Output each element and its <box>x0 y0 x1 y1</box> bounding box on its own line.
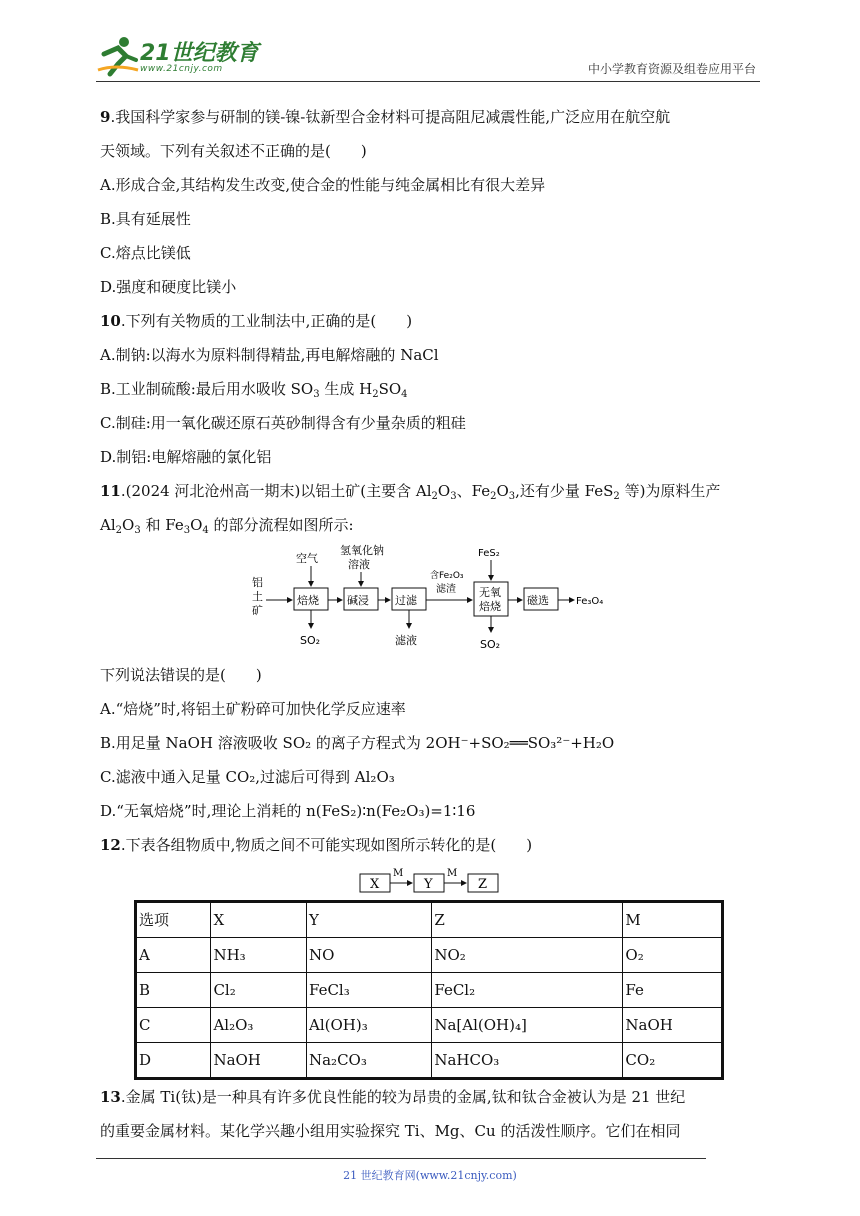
q10-option-a: A.制钠:以海水为原料制得精盐,再电解熔融的 NaCl <box>100 346 439 364</box>
runner-logo-icon <box>96 34 140 78</box>
question-number: 12 <box>100 836 121 854</box>
table-cell: D <box>136 1043 211 1079</box>
output-filtrate-label: 滤液 <box>395 634 417 647</box>
flow-feed-3: 矿 <box>252 604 263 617</box>
table-cell: Na[Al(OH)₄] <box>432 1008 623 1043</box>
table-row <box>136 1008 723 1043</box>
table-cell: NH₃ <box>211 938 307 973</box>
q13-line1 <box>100 1080 764 1114</box>
table-cell: Fe <box>623 973 723 1008</box>
question-number: 13 <box>100 1088 121 1106</box>
q9-option-c: C.熔点比镁低 <box>100 244 191 262</box>
input-naoh-label-1: 氢氧化钠 <box>340 544 384 557</box>
q11-stem-a: .(2024 河北沧州高一期末)以铝土矿(主要含 Al <box>120 482 432 500</box>
footer-text: 21 世纪教育网(www.21cnjy.com) <box>343 1169 517 1182</box>
q11-stem-line2: $Al_2O_3$ 和 $Fe_3O_4$ 的部分流程如图所示: <box>100 516 354 536</box>
question-content <box>100 100 764 1148</box>
q11-s2b: O <box>122 516 135 534</box>
step-leach-label: 碱浸 <box>347 594 369 607</box>
table-cell: Na₂CO₃ <box>306 1043 431 1079</box>
table-cell: NaHCO₃ <box>432 1043 623 1079</box>
table-cell: O₂ <box>623 938 723 973</box>
question-number: 11 <box>100 482 121 500</box>
table-cell: CO₂ <box>623 1043 723 1079</box>
q11-s2e: 的部分流程如图所示: <box>208 516 354 534</box>
table-header-cell: 选项 <box>136 902 211 938</box>
table-cell: FeCl₂ <box>432 973 623 1008</box>
table-header-cell: M <box>623 902 723 938</box>
q11-stem-e: ,还有少量 FeS <box>515 482 614 500</box>
q11-stem-c: 、Fe <box>456 482 491 500</box>
q11-stem-line1: 11.(2024 河北沧州高一期末)以铝土矿(主要含 $Al_2O_3$、$Fe_2O_3$,还有少量 FeS$_2$ 等)为原料生产 <box>100 482 721 502</box>
question-number: 10 <box>100 312 121 330</box>
platform-name: 中小学教育资源及组卷应用平台 <box>587 62 756 76</box>
q10-b-text: B.工业制硫酸:最后用水吸收 SO <box>100 380 314 398</box>
q9-option-b: B.具有延展性 <box>100 210 191 228</box>
q10-option-b: B.工业制硫酸:最后用水吸收 $SO_3$ 生成 $H_2SO_4$ <box>100 380 408 400</box>
step-roast-label: 焙烧 <box>297 594 319 607</box>
conversion-chain-diagram <box>100 862 764 896</box>
q11-ask: 下列说法错误的是( ) <box>100 666 262 684</box>
table-row <box>136 1043 723 1079</box>
chain-m-2: M <box>447 868 458 879</box>
table-cell: NaOH <box>211 1043 307 1079</box>
input-naoh-label-2: 溶液 <box>348 558 370 571</box>
table-cell: FeCl₃ <box>306 973 431 1008</box>
table-header-cell: Y <box>306 902 431 938</box>
q10-stem <box>100 304 764 338</box>
q11-option-c: C.滤液中通入足量 CO₂,过滤后可得到 Al₂O₃ <box>100 768 395 786</box>
table-row <box>136 973 723 1008</box>
q11-s2c: 和 Fe <box>140 516 184 534</box>
step-magnetic-label: 磁选 <box>527 594 549 607</box>
logo-text: 21世纪教育 <box>140 41 259 66</box>
q11-option-b: B.用足量 NaOH 溶液吸收 SO₂ 的离子方程式为 2OH⁻+SO₂══SO₃²⁻+H₂O <box>100 734 615 752</box>
options-table <box>134 900 724 1080</box>
table-header-cell: Z <box>432 902 623 938</box>
q12-stem <box>100 828 764 862</box>
q11-s2a: Al <box>100 516 116 534</box>
q10-b-text3: SO <box>378 380 402 398</box>
q10-option-c: C.制硅:用一氧化碳还原石英砂制得含有少量杂质的粗硅 <box>100 414 466 432</box>
step-anaerobic-label-2: 焙烧 <box>479 600 501 613</box>
q9-stem-line2: 天领域。下列有关叙述不正确的是( ) <box>100 142 367 160</box>
flow-feed: 铝 <box>252 576 263 589</box>
table-cell: NO <box>306 938 431 973</box>
table-cell: A <box>136 938 211 973</box>
chain-m-1: M <box>393 868 404 879</box>
step-anaerobic-label-1: 无氧 <box>479 586 501 599</box>
process-flow-diagram <box>100 542 764 658</box>
q9-stem-line1 <box>100 100 764 134</box>
page-header <box>96 30 760 82</box>
q13-line2: 的重要金属材料。某化学兴趣小组用实验探究 Ti、Mg、Cu 的活泼性顺序。它们在相同 <box>100 1122 681 1140</box>
q10-option-d: D.制铝:电解熔融的氯化铝 <box>100 448 272 466</box>
q11-s2d: O <box>190 516 203 534</box>
q10-b-text2: 生成 H <box>319 380 373 398</box>
logo-url: www.21cnjy.com <box>140 64 223 74</box>
flow-feed-2: 土 <box>252 590 263 603</box>
q13-text1: .金属 Ti(钛)是一种具有许多优良性能的较为昂贵的金属,钛和钛合金被认为是 21 世纪 <box>120 1088 686 1106</box>
output-so2-label-2: SO₂ <box>480 638 501 651</box>
site-logo <box>96 34 266 78</box>
footer-rule <box>96 1158 706 1159</box>
q11-stem-b: O <box>437 482 451 500</box>
chain-y: Y <box>424 877 433 892</box>
table-cell: Al₂O₃ <box>211 1008 307 1043</box>
q12-stem-text: .下表各组物质中,物质之间不可能实现如图所示转化的是( ) <box>120 836 533 854</box>
q11-option-a: A.“焙烧”时,将铝土矿粉碎可加快化学反应速率 <box>100 700 406 718</box>
input-air-label: 空气 <box>296 552 318 565</box>
chain-z: Z <box>478 877 488 892</box>
q9-option-a: A.形成合金,其结构发生改变,使合金的性能与纯金属相比有很大差异 <box>100 176 546 194</box>
chain-x: X <box>370 877 380 892</box>
output-so2-label-1: SO₂ <box>300 634 321 647</box>
q11-stem-f: 等)为原料生产 <box>619 482 721 500</box>
table-cell: NO₂ <box>432 938 623 973</box>
question-number: 9 <box>100 108 111 126</box>
q11-option-d: D.“无氧焙烧”时,理论上消耗的 n(FeS₂)∶n(Fe₂O₃)=1∶16 <box>100 802 476 820</box>
table-header-cell: X <box>211 902 307 938</box>
q11-stem-d: O <box>496 482 509 500</box>
residue-label-2: 滤渣 <box>436 584 456 595</box>
table-header-row <box>136 902 723 938</box>
q9-option-d: D.强度和硬度比镁小 <box>100 278 237 296</box>
table-cell: Al(OH)₃ <box>306 1008 431 1043</box>
q9-stem-text: .我国科学家参与研制的镁-镍-钛新型合金材料可提高阻尼减震性能,广泛应用在航空航 <box>110 108 671 126</box>
step-filter-label: 过滤 <box>395 594 417 607</box>
table-cell: B <box>136 973 211 1008</box>
input-fes2-label: FeS₂ <box>478 548 500 559</box>
table-cell: Cl₂ <box>211 973 307 1008</box>
table-row <box>136 938 723 973</box>
q10-stem-text: .下列有关物质的工业制法中,正确的是( ) <box>120 312 413 330</box>
residue-label-1: 含Fe₂O₃ <box>430 571 464 581</box>
table-cell: C <box>136 1008 211 1043</box>
product-label: Fe₃O₄ <box>576 596 604 607</box>
table-cell: NaOH <box>623 1008 723 1043</box>
